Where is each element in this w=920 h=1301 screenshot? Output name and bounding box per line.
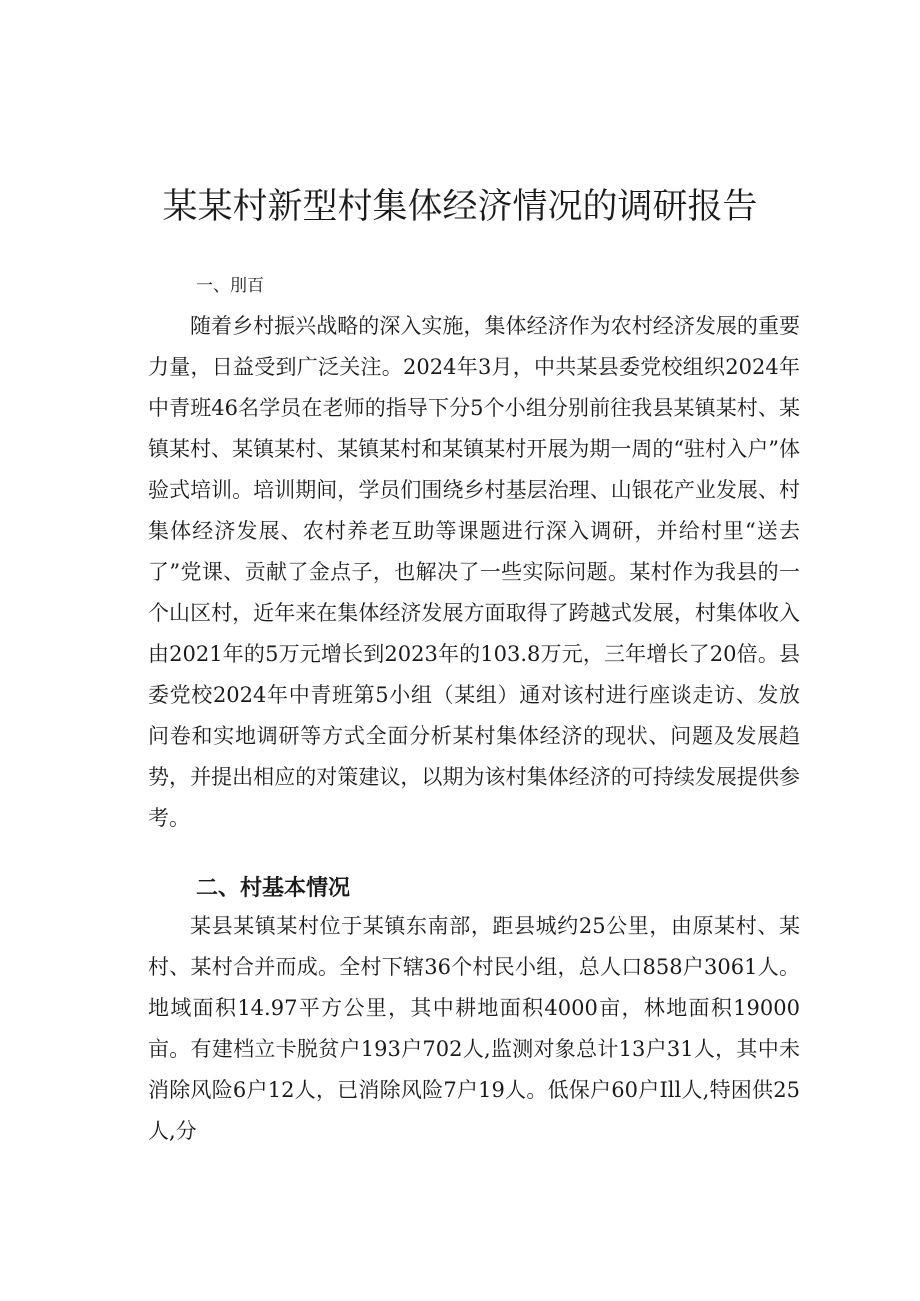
paragraph-introduction: 随着乡村振兴战略的深入实施，集体经济作为农村经济发展的重要力量，日益受到广泛关注。2024年3月，中共某县委党校组织2024年中青班46名学员在老师的指导下分5个小组分别前往我县某镇某村、某镇某村、某镇某村、某镇某村和某镇某村开展为期一周的“驻村入户”体验式培训。培训期间，学员们围绕乡村基层治理、山银花产业发展、村集体经济发展、农村养老互助等课题进行深入调研，并给村里“送去了”党课、贡献了金点子，也解决了一些实际问题。某村作为我县的一个山区村，近年来在集体经济发展方面取得了跨越式发展，村集体收入由2021年的5万元增长到2023年的103.8万元，三年增长了20倍。县委党校2024年中青班第5小组（某组）通对该村进行座谈走访、发放问卷和实地调研等方式全面分析某村集体经济的现状、问题及发展趋势，并提出相应的对策建议，以期为该村集体经济的可持续发展提供参考。 bbox=[148, 314, 800, 830]
document-title: 某某村新型村集体经济情况的调研报告 bbox=[162, 187, 758, 228]
section-heading-preface: 一、刖百 bbox=[196, 276, 264, 296]
paragraph-village-basics: 某县某镇某村位于某镇东南部，距县城约25公里，由原某村、某村、某村合并而成。全村下辖36个村民小组，总人口858户3061人。地域面积14.97平方公里，其中耕地面积4000亩，林地面积19000亩。有建档立卡脱贫户193户702人,监测对象总计13户31人，其中未消除风险6户12人，已消除风险7户19人。低保户60户Ill人,特困供25人,分 bbox=[148, 914, 800, 1143]
section-heading-village-basics: 二、村基本情况 bbox=[196, 876, 351, 901]
